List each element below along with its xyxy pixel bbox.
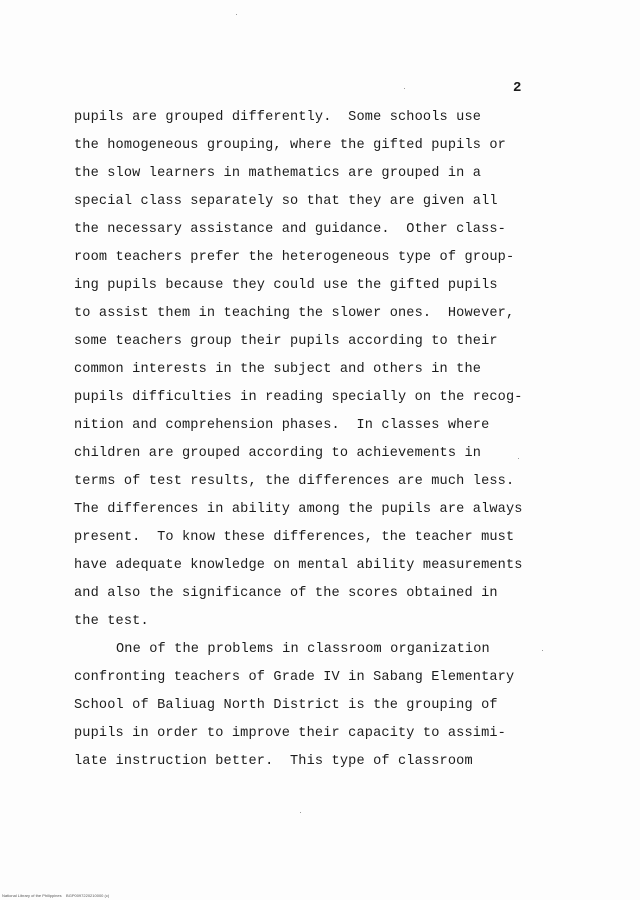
text-line: to assist them in teaching the slower ones. However, — [74, 306, 515, 321]
scan-speck — [404, 88, 405, 89]
scan-speck — [300, 812, 301, 813]
text-line: terms of test results, the differences are much less. — [74, 474, 515, 489]
text-line: the necessary assistance and guidance. Other class- — [74, 222, 506, 237]
text-line: special class separately so that they are given all — [74, 194, 498, 209]
text-line: the test. — [74, 614, 149, 629]
scan-speck — [542, 650, 543, 651]
body-text — [74, 104, 634, 776]
text-line: pupils in order to improve their capacity to assimi- — [74, 726, 506, 741]
text-line: and also the significance of the scores obtained in — [74, 586, 498, 601]
text-line: pupils difficulties in reading specially on the recog- — [74, 390, 523, 405]
text-line: School of Baliuag North District is the grouping of — [74, 698, 498, 713]
text-line: The differences in ability among the pupils are always — [74, 502, 523, 517]
text-line: children are grouped according to achievements in — [74, 446, 482, 461]
paragraph-start-line: One of the problems in classroom organization — [116, 642, 490, 657]
page-number: 2 — [513, 80, 522, 96]
text-line: have adequate knowledge on mental ability measurements — [74, 558, 523, 573]
text-line: common interests in the subject and others in the — [74, 362, 482, 377]
text-line: the slow learners in mathematics are grouped in a — [74, 166, 482, 181]
scan-speck — [518, 458, 519, 459]
text-line: confronting teachers of Grade IV in Sabang Elementary — [74, 670, 515, 685]
text-line: late instruction better. This type of classroom — [74, 754, 473, 769]
text-line: some teachers group their pupils according to their — [74, 334, 498, 349]
text-line: the homogeneous grouping, where the gifted pupils or — [74, 138, 506, 153]
scan-speck — [236, 14, 237, 15]
text-line: pupils are grouped differently. Some schools use — [74, 110, 482, 125]
text-line: present. To know these differences, the teacher must — [74, 530, 515, 545]
text-line: nition and comprehension phases. In classes where — [74, 418, 490, 433]
text-line: room teachers prefer the heterogeneous type of group- — [74, 250, 515, 265]
scan-footer: National Library of the Philippines BGP0097220210000 (c) — [2, 893, 110, 898]
text-line: ing pupils because they could use the gifted pupils — [74, 278, 498, 293]
